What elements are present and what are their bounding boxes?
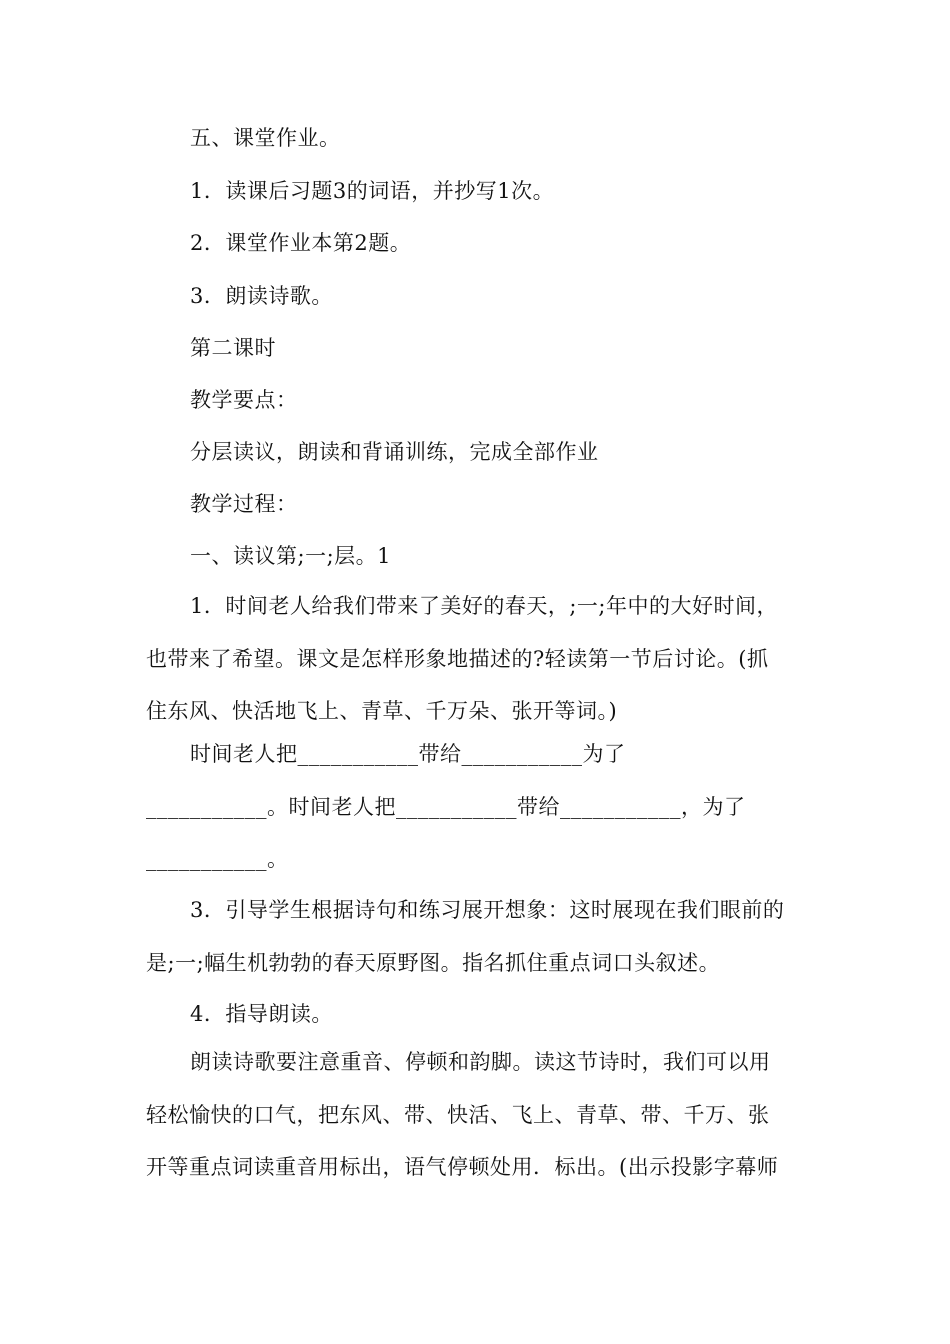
- paragraph-teaching-process-heading: 教学过程：: [190, 492, 298, 516]
- paragraph-line: 3．引导学生根据诗句和练习展开想象：这时展现在我们眼前的: [190, 898, 785, 922]
- paragraph-homework-item-3: 3．朗读诗歌。: [190, 284, 333, 308]
- paragraph-teaching-points: 分层读议，朗读和背诵训练，完成全部作业: [190, 440, 599, 464]
- paragraph-line: 1．时间老人给我们带来了美好的春天，;一;年中的大好时间，: [190, 594, 779, 618]
- paragraph-time-old-man: [146, 580, 778, 738]
- paragraph-line: 也带来了希望。课文是怎样形象地描述的?轻读第一节后讨论。(抓: [146, 646, 769, 671]
- paragraph-line: ___________。: [146, 847, 289, 871]
- paragraph-guided-reading: 4．指导朗读。: [190, 1002, 333, 1026]
- paragraph-homework-item-2: 2．课堂作业本第2题。: [190, 231, 412, 255]
- paragraph-teaching-points-heading: 教学要点：: [190, 388, 298, 412]
- paragraph-imagination: [146, 884, 784, 989]
- paragraph-reading-guidance: [146, 1036, 778, 1194]
- paragraph-line: 住东风、快活地飞上、青草、千万朵、张开等词。): [146, 699, 618, 723]
- paragraph-line: 开等重点词读重音用标出，语气停顿处用．标出。(出示投影字幕师: [146, 1155, 779, 1179]
- paragraph-line: ___________。时间老人把___________带给___________，为了: [146, 794, 746, 819]
- paragraph-line: 朗读诗歌要注意重音、停顿和韵脚。读这节诗时，我们可以用: [190, 1050, 771, 1074]
- paragraph-homework-heading: 五、课堂作业。: [190, 126, 341, 150]
- paragraph-line: 时间老人把___________带给___________为了: [190, 742, 626, 766]
- paragraph-second-lesson: 第二课时: [190, 336, 276, 360]
- paragraph-fill-in-blanks: [146, 728, 746, 886]
- paragraph-line: 是;一;幅生机勃勃的春天原野图。指名抓住重点词口头叙述。: [146, 950, 721, 975]
- paragraph-line: 轻松愉快的口气，把东风、带、快活、飞上、青草、带、千万、张: [146, 1102, 770, 1127]
- paragraph-discuss-layer-one: 一、读议第;一;层。1: [190, 544, 392, 568]
- paragraph-homework-item-1: 1．读课后习题3的词语，并抄写1次。: [190, 179, 555, 203]
